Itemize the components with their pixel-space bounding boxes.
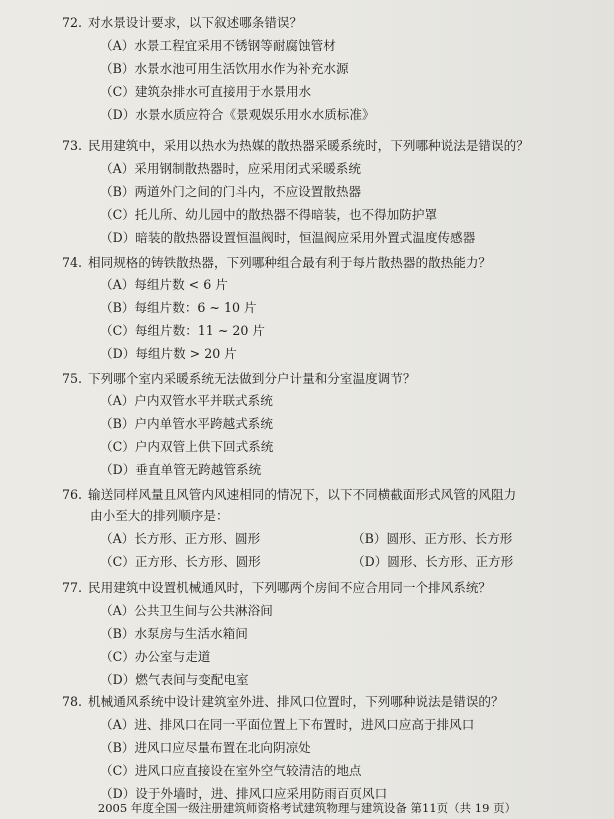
option-c: （C）建筑杂排水可直接用于水景用水 [100, 84, 312, 99]
question-text: 民用建筑中设置机械通风时，下列哪两个房间不应合用同一个排风系统？ [88, 580, 491, 595]
option-d: （D）水景水质应符合《景观娱乐用水水质标准》 [100, 107, 375, 122]
question-number: 75. [62, 371, 83, 386]
option-d: （D）圆形、长方形、正方形 [352, 554, 514, 569]
option-b: （B）水景水池可用生活饮用水作为补充水源 [100, 61, 349, 76]
option-d: （D）每组片数 > 20 片 [100, 346, 237, 361]
question-text: 输送同样风量且风管内风速相同的情况下，以下不同横截面形式风管的风阻力 [88, 487, 517, 502]
page-footer: 2005 年度全国一级注册建筑师资格考试建筑物理与建筑设备 第11页（共 19 页） [97, 801, 517, 815]
question-stem [62, 579, 491, 597]
question-text: 机械通风系统中设计建筑室外进、排风口位置时，下列哪种说法是错误的？ [88, 694, 504, 709]
option-d: （D）燃气表间与变配电室 [100, 672, 249, 687]
option-a: （A）采用钢制散热器时，应采用闭式采暖系统 [100, 161, 361, 176]
question-stem [62, 370, 415, 388]
option-d: （D）暗装的散热器设置恒温阀时，恒温阀应采用外置式温度传感器 [100, 230, 476, 245]
option-b: （B）进风口应尽量布置在北向阴凉处 [100, 740, 311, 755]
option-c: （C）进风口应直接设在室外空气较清洁的地点 [100, 763, 362, 778]
option-d: （D）设于外墙时，进、排风口应采用防雨百页风口 [100, 786, 388, 801]
question-stem [62, 14, 302, 32]
option-c: （C）户内双管上供下回式系统 [100, 439, 274, 454]
question-text-continued: 由小至大的排列顺序是： [90, 508, 229, 523]
question-text: 对水景设计要求，以下叙述哪条错误？ [88, 15, 303, 30]
question-stem [62, 486, 516, 504]
option-a: （A）公共卫生间与公共淋浴间 [100, 603, 273, 618]
question-number: 73. [62, 138, 83, 153]
question-number: 77. [62, 580, 83, 595]
option-a: （A）长方形、正方形、圆形 [100, 531, 261, 546]
question-number: 76. [62, 487, 83, 502]
option-b: （B）每组片数：6 ~ 10 片 [100, 300, 257, 315]
question-text: 民用建筑中，采用以热水为热媒的散热器采暖系统时，下列哪种说法是错误的？ [88, 138, 529, 153]
question-text: 相同规格的铸铁散热器，下列哪种组合最有利于每片散热器的散热能力？ [88, 255, 491, 270]
option-b: （B）圆形、正方形、长方形 [352, 531, 513, 546]
question-number: 74. [62, 255, 83, 270]
question-number: 72. [62, 15, 83, 30]
option-c: （C）每组片数：11 ~ 20 片 [100, 323, 265, 338]
question-stem [62, 254, 491, 272]
option-a: （A）每组片数 < 6 片 [100, 277, 228, 292]
question-text: 下列哪个室内采暖系统无法做到分户计量和分室温度调节？ [88, 371, 416, 386]
option-b: （B）两道外门之间的门斗内，不应设置散热器 [100, 184, 362, 199]
option-c: （C）办公室与走道 [100, 649, 211, 664]
option-a: （A）进、排风口在同一平面位置上下布置时，进风口应高于排风口 [100, 717, 475, 732]
question-stem [62, 693, 504, 711]
option-b: （B）水泵房与生活水箱间 [100, 626, 248, 641]
option-c: （C）正方形、长方形、圆形 [100, 554, 261, 569]
option-a: （A）户内双管水平并联式系统 [100, 393, 273, 408]
option-c: （C）托儿所、幼儿园中的散热器不得暗装，也不得加防护罩 [100, 207, 438, 222]
question-number: 78. [62, 694, 83, 709]
option-d: （D）垂直单管无跨越管系统 [100, 462, 262, 477]
question-stem [62, 137, 529, 155]
option-a: （A）水景工程宜采用不锈钢等耐腐蚀管材 [100, 38, 336, 53]
option-b: （B）户内单管水平跨越式系统 [100, 416, 273, 431]
